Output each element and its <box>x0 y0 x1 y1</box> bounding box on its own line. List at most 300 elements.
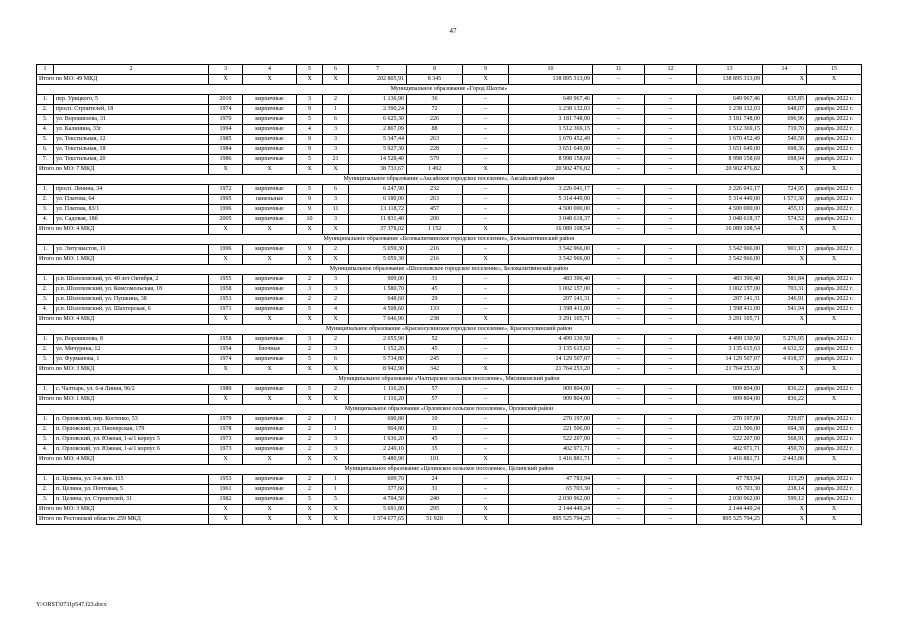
table-cell: 5 <box>297 115 323 125</box>
subtotal-cell: – <box>593 75 645 85</box>
table-row <box>37 215 862 225</box>
table-cell: 696,96 <box>763 115 807 125</box>
table-cell: 72 <box>407 105 463 115</box>
table-cell: кирпичные <box>243 155 297 165</box>
subtotal-cell: 895 525 794,25 <box>509 515 593 525</box>
table-cell: 1 <box>323 485 349 495</box>
address-cell: ул. Мичурина, 12 <box>54 345 209 355</box>
table-cell: 901,17 <box>763 245 807 255</box>
subtotal-cell: 909 804,00 <box>697 395 763 405</box>
table-cell: – <box>463 105 509 115</box>
table-row <box>37 135 862 145</box>
table-cell: 11 <box>407 425 463 435</box>
table-cell: – <box>645 425 697 435</box>
table-cell: 3 542 966,00 <box>509 245 593 255</box>
table-cell: 35 <box>407 445 463 455</box>
table-cell: 47 783,94 <box>509 475 593 485</box>
table-cell: – <box>645 215 697 225</box>
table-cell: 1995 <box>209 195 243 205</box>
table-cell: 6 <box>323 115 349 125</box>
municipality-name: Муниципальное образование «Орловское сельское поселение», Орловский район <box>37 405 862 415</box>
address-cell: с. Чалтырь, ул. 6-я Линия, 96/2 <box>54 385 209 395</box>
table-cell: – <box>645 495 697 505</box>
table-cell: 5 276,95 <box>763 335 807 345</box>
table-row <box>37 205 862 215</box>
table-cell: 9 <box>297 105 323 115</box>
table-cell: – <box>645 435 697 445</box>
table-cell: 216 <box>407 245 463 255</box>
table-cell: – <box>463 495 509 505</box>
table-cell: – <box>463 195 509 205</box>
table-cell: 635,85 <box>763 95 807 105</box>
table-row <box>37 475 862 485</box>
municipality-name: Муниципальное образование «Город Шахты» <box>37 85 862 95</box>
table-cell: 45 <box>407 435 463 445</box>
table-cell: – <box>645 95 697 105</box>
subtotal-cell: X <box>209 315 243 325</box>
subtotal-row <box>37 505 862 515</box>
subtotal-row <box>37 455 862 465</box>
subtotal-cell: X <box>807 165 862 175</box>
table-row <box>37 115 862 125</box>
subtotal-cell: – <box>645 75 697 85</box>
table-cell: – <box>593 475 645 485</box>
table-cell: декабрь 2022 г. <box>807 425 862 435</box>
table-cell: 1 <box>323 425 349 435</box>
table-cell: панельные <box>243 195 297 205</box>
table-cell: – <box>593 145 645 155</box>
table-cell: декабрь 2022 г. <box>807 145 862 155</box>
table-cell: 57 <box>407 385 463 395</box>
table-cell: – <box>645 445 697 455</box>
table-body <box>37 65 862 525</box>
table-cell: 3 181 748,00 <box>509 115 593 125</box>
table-cell: 3 <box>323 135 349 145</box>
table-cell: – <box>645 345 697 355</box>
table-cell: 1 636,20 <box>349 435 407 445</box>
subtotal-cell: 8 345 <box>407 75 463 85</box>
column-number: 7 <box>349 65 407 75</box>
table-cell: 113,29 <box>763 475 807 485</box>
subtotal-cell: 16 089 108,54 <box>697 225 763 235</box>
subtotal-cell: 37 378,02 <box>349 225 407 235</box>
table-cell: – <box>593 195 645 205</box>
address-cell: п. Орловский, пер. Костенко, 53 <box>54 415 209 425</box>
table-cell: – <box>463 415 509 425</box>
table-cell: 9 <box>297 135 323 145</box>
column-number-row <box>37 65 862 75</box>
table-cell: декабрь 2022 г. <box>807 185 862 195</box>
table-cell: декабрь 2022 г. <box>807 155 862 165</box>
address-cell: п. Орловский, ул. Пионерская, 179 <box>54 425 209 435</box>
table-cell: – <box>593 135 645 145</box>
subtotal-row <box>37 225 862 235</box>
table-cell: 402 971,71 <box>697 445 763 455</box>
table-cell: 4 704,50 <box>349 495 407 505</box>
subtotal-cell: – <box>593 165 645 175</box>
table-cell: 270 197,00 <box>697 415 763 425</box>
table-cell: 2 <box>297 435 323 445</box>
subtotal-cell: X <box>243 515 297 525</box>
column-number: 5 <box>297 65 323 75</box>
table-cell: 1 152,20 <box>349 345 407 355</box>
table-cell: 238,14 <box>763 485 807 495</box>
subtotal-cell: X <box>323 515 349 525</box>
table-cell: – <box>645 415 697 425</box>
subtotal-cell: 238 <box>407 315 463 325</box>
table-cell: 45 <box>407 285 463 295</box>
table-cell: 3 542 966,00 <box>697 245 763 255</box>
subtotal-cell: 138 895 313,09 <box>697 75 763 85</box>
subtotal-cell: 836,22 <box>763 395 807 405</box>
subtotal-cell: 5 691,80 <box>349 505 407 515</box>
table-cell: – <box>593 115 645 125</box>
table-cell: 14 129 507,07 <box>509 355 593 365</box>
table-cell: 4 918,37 <box>763 355 807 365</box>
subtotal-row <box>37 395 862 405</box>
table-cell: – <box>645 195 697 205</box>
table-cell: кирпичные <box>243 105 297 115</box>
table-cell: декабрь 2022 г. <box>807 105 862 115</box>
table-cell: 2. <box>37 285 54 295</box>
table-cell: 3 <box>323 285 349 295</box>
table-cell: 2 <box>297 475 323 485</box>
table-cell: 568,91 <box>763 435 807 445</box>
table-cell: – <box>645 125 697 135</box>
table-cell: 2 <box>297 275 323 285</box>
table-cell: 1 670 452,49 <box>697 135 763 145</box>
table-cell: – <box>593 415 645 425</box>
table-cell: 836,22 <box>763 385 807 395</box>
table-cell: 200 <box>407 215 463 225</box>
table-cell: 11 <box>323 205 349 215</box>
table-cell: 724,95 <box>763 185 807 195</box>
table-cell: кирпичные <box>243 495 297 505</box>
table-cell: 909,00 <box>349 275 407 285</box>
table-cell: 1. <box>37 335 54 345</box>
subtotal-cell: X <box>297 505 323 515</box>
table-cell: 5 347,44 <box>349 135 407 145</box>
subtotal-cell: X <box>297 225 323 235</box>
table-cell: 3 <box>323 275 349 285</box>
table-cell: 2 <box>323 385 349 395</box>
address-cell: р.п. Шолоховский, ул. Пушкина, 38 <box>54 295 209 305</box>
table-cell: 3 135 615,63 <box>697 345 763 355</box>
table-cell: 522 207,00 <box>509 435 593 445</box>
subtotal-cell: 1 416 881,71 <box>697 455 763 465</box>
table-cell: 904,80 <box>349 425 407 435</box>
table-cell: 207 141,31 <box>509 295 593 305</box>
table-cell: кирпичные <box>243 135 297 145</box>
column-number: 6 <box>323 65 349 75</box>
table-cell: кирпичные <box>243 215 297 225</box>
table-cell: – <box>593 485 645 495</box>
table-cell: 2 <box>297 425 323 435</box>
subtotal-cell: 2 144 449,24 <box>509 505 593 515</box>
address-cell: п. Целина, ул. Строителей, 31 <box>54 495 209 505</box>
table-cell: 133 <box>407 305 463 315</box>
table-cell: – <box>463 435 509 445</box>
subtotal-cell: – <box>645 165 697 175</box>
table-cell: 1 512 369,15 <box>509 125 593 135</box>
table-row <box>37 415 862 425</box>
subtotal-cell: 21 764 253,20 <box>697 365 763 375</box>
table-cell: декабрь 2022 г. <box>807 95 862 105</box>
table-cell: 2 <box>323 295 349 305</box>
table-cell: 47 783,94 <box>697 475 763 485</box>
subtotal-cell: X <box>463 515 509 525</box>
column-number: 13 <box>697 65 763 75</box>
table-cell: 346,91 <box>763 295 807 305</box>
table-cell: 245 <box>407 355 463 365</box>
address-cell: ул. Текстильная, 18 <box>54 145 209 155</box>
address-cell: п. Орловский, ул. Южная, 1-а/1 корпус 6 <box>54 445 209 455</box>
table-cell: – <box>463 135 509 145</box>
table-cell: кирпичные <box>243 205 297 215</box>
table-cell: декабрь 2022 г. <box>807 475 862 485</box>
table-cell: 5 734,80 <box>349 355 407 365</box>
table-cell: – <box>463 285 509 295</box>
table-cell: – <box>645 145 697 155</box>
subtotal-cell: X <box>463 505 509 515</box>
table-cell: – <box>645 135 697 145</box>
table-cell: 3. <box>37 435 54 445</box>
table-row <box>37 335 862 345</box>
table-cell: – <box>593 445 645 455</box>
address-cell: ул. Ворошилова, 31 <box>54 115 209 125</box>
table-row <box>37 485 862 495</box>
table-cell: 3. <box>37 115 54 125</box>
table-cell: – <box>645 185 697 195</box>
table-row <box>37 245 862 255</box>
table-cell: – <box>593 95 645 105</box>
table-cell: 3 <box>323 215 349 225</box>
table-cell: 1970 <box>209 115 243 125</box>
municipality-header-row <box>37 265 862 275</box>
table-row <box>37 145 862 155</box>
subtotal-cell: 295 <box>407 505 463 515</box>
municipality-name: Муниципальное образование «Шолоховское городское поселение», Белокалитвинский район <box>37 265 862 275</box>
table-cell: кирпичные <box>243 125 297 135</box>
subtotal-cell: X <box>209 395 243 405</box>
table-cell: 2 <box>323 245 349 255</box>
subtotal-cell: X <box>209 455 243 465</box>
address-cell: ул. Текстильная, 20 <box>54 155 209 165</box>
table-cell: 1982 <box>209 495 243 505</box>
table-cell: – <box>593 245 645 255</box>
table-cell: 3 <box>323 445 349 455</box>
subtotal-cell: 38 733,67 <box>349 165 407 175</box>
table-cell: 6. <box>37 145 54 155</box>
table-cell: 6 180,00 <box>349 195 407 205</box>
subtotal-cell: X <box>807 255 862 265</box>
table-cell: 4. <box>37 125 54 135</box>
table-cell: 65 703,30 <box>697 485 763 495</box>
subtotal-cell: X <box>297 165 323 175</box>
column-number: 14 <box>763 65 807 75</box>
table-cell: – <box>593 215 645 225</box>
table-row <box>37 275 862 285</box>
table-cell: 5 314 449,00 <box>509 195 593 205</box>
subtotal-cell: 3 542 966,00 <box>697 255 763 265</box>
table-cell: 6 <box>323 185 349 195</box>
table-cell: декабрь 2022 г. <box>807 215 862 225</box>
table-cell: 450,70 <box>763 445 807 455</box>
subtotal-cell: – <box>645 225 697 235</box>
table-cell: 2 <box>297 485 323 495</box>
table-cell: 4 499 130,50 <box>697 335 763 345</box>
table-cell: – <box>463 295 509 305</box>
table-cell: кирпичные <box>243 355 297 365</box>
table-cell: – <box>593 345 645 355</box>
table-cell: кирпичные <box>243 425 297 435</box>
table-row <box>37 305 862 315</box>
subtotal-cell: 16 089 108,54 <box>509 225 593 235</box>
subtotal-cell: 2 443,86 <box>763 455 807 465</box>
subtotal-label: Итого по МО: 3 МКД <box>37 505 209 515</box>
municipality-header-row <box>37 375 862 385</box>
table-cell: 648,60 <box>349 295 407 305</box>
subtotal-row <box>37 365 862 375</box>
table-cell: 1974 <box>209 355 243 365</box>
table-cell: – <box>463 475 509 485</box>
subtotal-cell: X <box>209 505 243 515</box>
subtotal-cell: – <box>645 365 697 375</box>
table-cell: 7. <box>37 155 54 165</box>
table-cell: 3 <box>323 345 349 355</box>
table-row <box>37 125 862 135</box>
municipality-name: Муниципальное образование «Аксайское городское поселение», Аксайский район <box>37 175 862 185</box>
table-cell: – <box>463 205 509 215</box>
subtotal-row <box>37 315 862 325</box>
subtotal-cell: X <box>463 165 509 175</box>
table-cell: 5 <box>323 495 349 505</box>
table-cell: 4 500 000,00 <box>697 205 763 215</box>
subtotal-cell: X <box>807 505 862 515</box>
table-cell: кирпичные <box>243 385 297 395</box>
table-cell: – <box>463 305 509 315</box>
column-number: 15 <box>807 65 862 75</box>
subtotal-cell: X <box>243 165 297 175</box>
table-cell: 3 651 649,00 <box>509 145 593 155</box>
table-cell: – <box>645 285 697 295</box>
table-cell: 4. <box>37 305 54 315</box>
subtotal-cell: X <box>763 365 807 375</box>
table-cell: 1 598 411,00 <box>697 305 763 315</box>
subtotal-cell: 51 920 <box>407 515 463 525</box>
table-row <box>37 385 862 395</box>
table-cell: 4 499 130,50 <box>509 335 593 345</box>
subtotal-cell: X <box>243 315 297 325</box>
table-cell: – <box>463 145 509 155</box>
table-cell: кирпичные <box>243 95 297 105</box>
table-cell: 1 238 132,03 <box>509 105 593 115</box>
subtotal-cell: 1 152 <box>407 225 463 235</box>
subtotal-cell: – <box>645 255 697 265</box>
table-row <box>37 95 862 105</box>
table-cell: декабрь 2022 г. <box>807 195 862 205</box>
table-cell: 2 030 962,00 <box>509 495 593 505</box>
table-cell: 1996 <box>209 245 243 255</box>
subtotal-cell: – <box>463 395 509 405</box>
table-cell: 6 625,30 <box>349 115 407 125</box>
table-cell: 1 238 132,03 <box>697 105 763 115</box>
subtotal-cell: X <box>807 515 862 525</box>
table-cell: – <box>463 445 509 455</box>
table-cell: 31 <box>407 485 463 495</box>
subtotal-cell: 21 764 253,20 <box>509 365 593 375</box>
table-cell: 649 967,46 <box>697 95 763 105</box>
table-cell: – <box>593 105 645 115</box>
table-cell: декабрь 2022 г. <box>807 335 862 345</box>
table-cell: 24 <box>407 475 463 485</box>
subtotal-label: Итого по МО: 4 МКД <box>37 315 209 325</box>
table-cell: 52 <box>407 335 463 345</box>
subtotal-cell: X <box>243 75 297 85</box>
subtotal-cell: X <box>463 365 509 375</box>
subtotal-cell: X <box>807 365 862 375</box>
address-cell: пер. Урицкого, 5 <box>54 95 209 105</box>
subtotal-cell: – <box>593 365 645 375</box>
table-cell: – <box>463 425 509 435</box>
table-cell: – <box>645 155 697 165</box>
table-cell: 207 141,31 <box>697 295 763 305</box>
table-cell: – <box>463 115 509 125</box>
capital-repair-table <box>36 64 862 525</box>
subtotal-cell: X <box>209 365 243 375</box>
subtotal-cell: X <box>209 515 243 525</box>
address-cell: ул. Энтузиастов, 11 <box>54 245 209 255</box>
subtotal-cell: – <box>593 255 645 265</box>
subtotal-cell: X <box>463 255 509 265</box>
table-cell: 1974 <box>209 105 243 115</box>
table-cell: – <box>593 125 645 135</box>
table-cell: – <box>593 285 645 295</box>
table-cell: 5 <box>297 495 323 505</box>
subtotal-cell: 3 291 105,71 <box>509 315 593 325</box>
table-row <box>37 105 862 115</box>
subtotal-cell: – <box>593 455 645 465</box>
table-cell: – <box>645 115 697 125</box>
subtotal-cell: 342 <box>407 365 463 375</box>
table-cell: 1 670 452,49 <box>509 135 593 145</box>
subtotal-cell: – <box>593 315 645 325</box>
address-cell: ул. Платова, 83/1 <box>54 205 209 215</box>
table-cell: 1 136,90 <box>349 95 407 105</box>
table-cell: – <box>593 305 645 315</box>
table-cell: – <box>645 245 697 255</box>
subtotal-cell: 5 480,90 <box>349 455 407 465</box>
subtotal-cell: 202 805,91 <box>349 75 407 85</box>
table-cell: 703,31 <box>763 285 807 295</box>
table-cell: декабрь 2022 г. <box>807 125 862 135</box>
table-cell: 13 118,72 <box>349 205 407 215</box>
table-cell: 1 512 369,15 <box>697 125 763 135</box>
subtotal-cell: X <box>763 315 807 325</box>
subtotal-cell: X <box>763 515 807 525</box>
subtotal-row <box>37 75 862 85</box>
table-cell: декабрь 2022 г. <box>807 355 862 365</box>
subtotal-cell: 1 116,20 <box>349 395 407 405</box>
table-cell: 8 998 158,69 <box>697 155 763 165</box>
table-cell: декабрь 2022 г. <box>807 295 862 305</box>
table-cell: 5 314 449,00 <box>697 195 763 205</box>
subtotal-cell: 8 942,90 <box>349 365 407 375</box>
subtotal-cell: X <box>323 255 349 265</box>
table-cell: – <box>463 485 509 495</box>
subtotal-cell: X <box>807 315 862 325</box>
table-cell: – <box>645 205 697 215</box>
